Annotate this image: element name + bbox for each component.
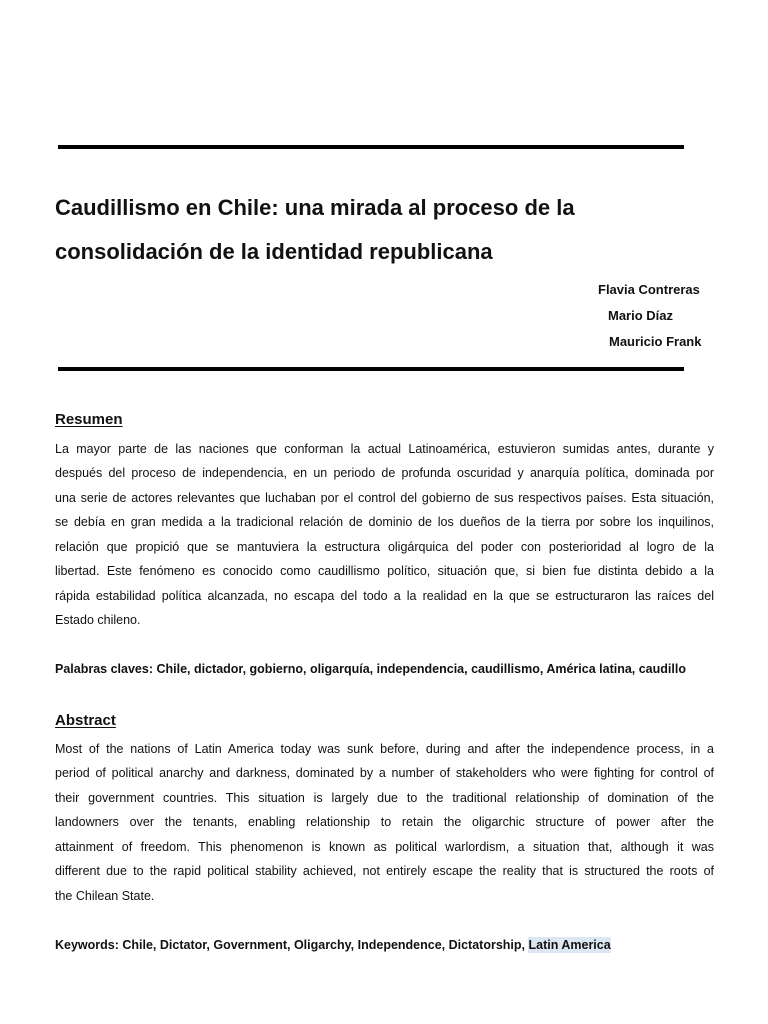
abstract-heading: Abstract (55, 712, 116, 729)
title-line: consolidación de la identidad republicana (55, 239, 493, 264)
keywords (55, 933, 611, 957)
palabras-claves: Palabras claves: Chile, dictador, gobierno, oligarquía, independencia, caudillismo, América latina, caudillo (55, 662, 686, 676)
paragraph-line: rápida estabilidad política alcanzada, no escapa del todo a la realidad en la que se estructuraron las raíces del (55, 588, 714, 603)
author-name: Mauricio Frank (609, 334, 702, 349)
keywords-text: Keywords: Chile, Dictator, Government, Oligarchy, Independence, Dictatorship, (55, 938, 529, 952)
paragraph-line: different due to the rapid political stability achieved, not entirely escape the reality that is structured the roots of (55, 864, 714, 879)
resumen-paragraph (55, 437, 714, 633)
paragraph-line: libertad. Este fenómeno es conocido como caudillismo político, situación que, si bien fue distinta debido a la (55, 564, 714, 579)
paragraph-line: una serie de actores relevantes que luchaban por el control del gobierno de sus respectivos países. Esta situación, (55, 490, 714, 505)
highlighted-keyword: Latin America (528, 938, 611, 952)
paragraph-line: their government countries. This situation is largely due to the traditional relationship of domination of the (55, 790, 714, 805)
title-line: Caudillismo en Chile: una mirada al proceso de la (55, 195, 575, 220)
paper-title (55, 186, 575, 274)
abstract-paragraph (55, 737, 714, 908)
paragraph-line: attainment of freedom. This phenomenon is known as political warlordism, a situation that, although it was (55, 839, 714, 854)
paragraph-line: period of political anarchy and darkness, dominated by a number of stakeholders who were fighting for control of (55, 766, 714, 781)
top-rule (58, 145, 684, 149)
resumen-heading: Resumen (55, 411, 123, 428)
paragraph-line: después del proceso de independencia, en un periodo de profunda oscuridad y anarquía política, dominada por (55, 466, 714, 481)
paragraph-line: Most of the nations of Latin America today was sunk before, during and after the independence process, in a (55, 742, 714, 756)
paragraph-line: relación que propició que se mantuviera la estructura oligárquica del poder con posterioridad al logro de la (55, 539, 714, 554)
author-name: Flavia Contreras (598, 282, 700, 297)
bottom-rule (58, 367, 684, 371)
author-name: Mario Díaz (608, 308, 674, 323)
paragraph-line: La mayor parte de las naciones que conforman la actual Latinoamérica, estuvieron sumidas antes, durante y (55, 442, 714, 456)
paragraph-line: the Chilean State. (55, 888, 155, 903)
paragraph-line: landowners over the tenants, enabling relationship to retain the oligarchic structure of power after the (55, 815, 714, 830)
paragraph-line: se debía en gran medida a la tradicional relación de dominio de los dueños de la tierra por sobre los inquilinos, (55, 515, 714, 530)
paragraph-line: Estado chileno. (55, 613, 141, 628)
